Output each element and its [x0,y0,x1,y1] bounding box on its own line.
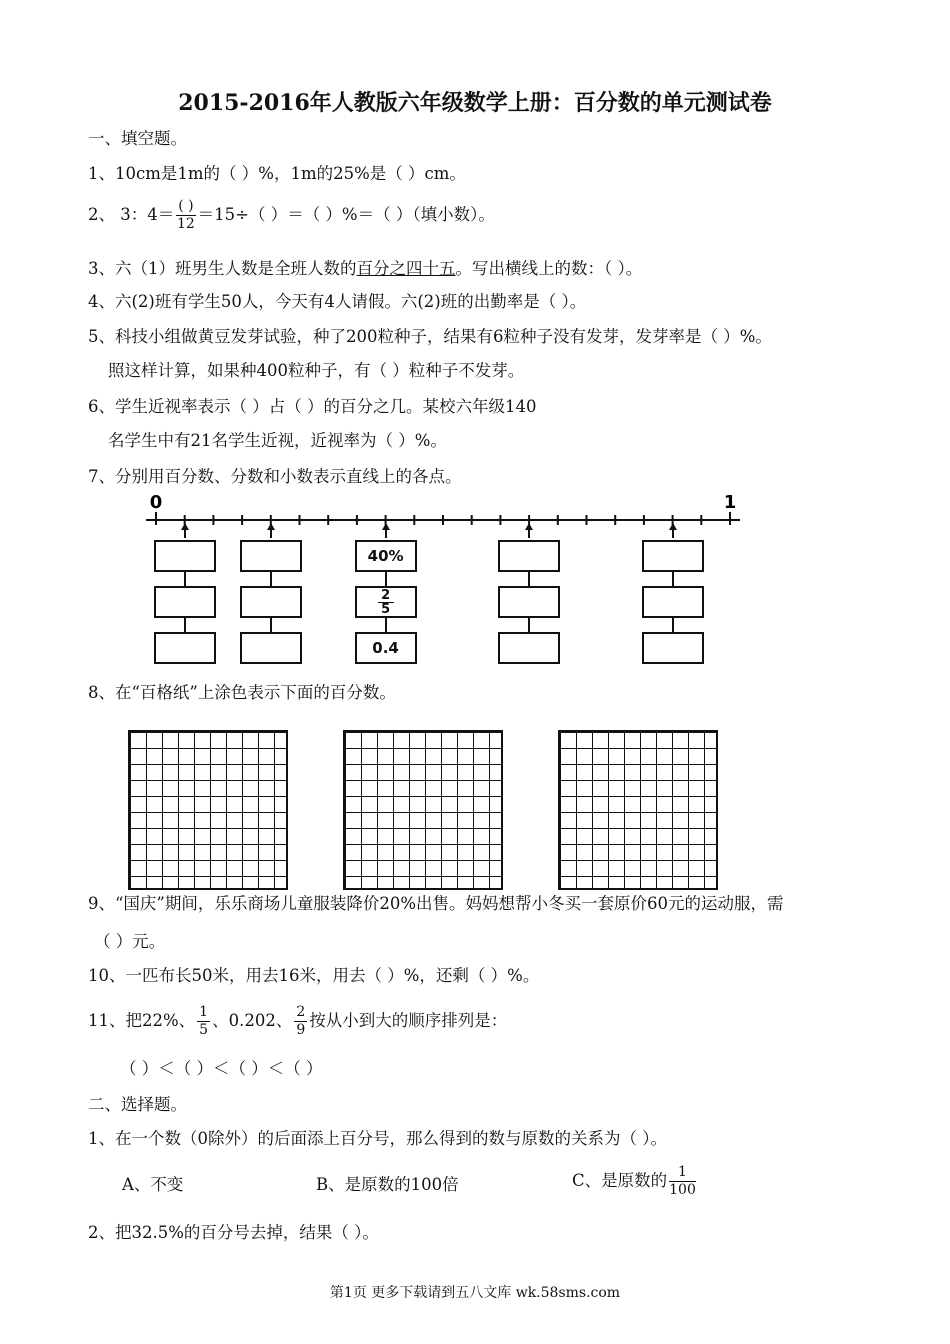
option-c-prefix: C、是原数的 [572,1171,668,1190]
choice-question-1: 1、在一个数（0除外）的后面添上百分号，那么得到的数与原数的关系为（ ）。 [88,1129,667,1148]
box-connector [385,572,387,586]
q3-before: 3、六（1）班男生人数是全班人数的 [88,259,357,278]
question-2 [88,198,495,233]
number-line-arrowhead [382,523,390,530]
box-connector [672,572,674,586]
option-c-fraction [669,1164,696,1199]
question-5-line2: 照这样计算，如果种400粒种子，有（ ）粒种子不发芽。 [108,361,525,380]
box-connector [528,618,530,632]
question-6-line2: 名学生中有21名学生近视，近视率为（ ）%。 [108,431,447,450]
answer-fraction [357,589,415,616]
q3-after: 。写出横线上的数：（ ）。 [455,259,643,278]
question-4: 4、六(2)班有学生50人，今天有4人请假。六(2)班的出勤率是（ ）。 [88,292,587,311]
hundred-grid[interactable] [558,730,718,890]
choice-1-option-b: B、是原数的100倍 [316,1175,459,1194]
q11-suffix: 按从小到大的顺序排列是： [309,1011,508,1030]
q2-prefix: 2、 3：4＝ [88,205,175,224]
box-connector [385,618,387,632]
number-line-start-label: 0 [149,492,163,513]
answer-box [355,632,417,664]
answer-box [154,540,216,572]
q11-f2-denominator: 9 [296,1022,306,1038]
answer-box [642,586,704,618]
answer-box [642,540,704,572]
q11-f1-numerator: 1 [199,1004,209,1020]
answer-box [154,632,216,664]
question-11-blanks: （ ）＜（ ）＜（ ）＜（ ） [120,1059,323,1078]
number-line-arrowhead [267,523,275,530]
choice-1-option-c [572,1164,698,1199]
question-1: 1、10cm是1m的（ ）%，1m的25%是（ ）cm。 [88,164,466,183]
answer-decimal: 0.4 [372,639,399,657]
question-7: 7、分别用百分数、分数和小数表示直线上的各点。 [88,467,462,486]
q11-fraction-2 [294,1004,307,1039]
hundred-grid[interactable] [343,730,503,890]
q11-fraction-1 [197,1004,210,1039]
box-connector [528,572,530,586]
answer-fraction-numerator: 2 [378,589,394,603]
option-c-denominator: 100 [669,1182,696,1198]
answer-box [355,540,417,572]
question-10: 10、一匹布长50米，用去16米，用去（ ）%，还剩（ ）%。 [88,966,540,985]
q2-fraction [176,198,195,233]
q11-f1-denominator: 5 [199,1022,209,1038]
option-c-numerator: 1 [669,1164,696,1182]
number-line-ticks [156,512,730,525]
number-line-arrowhead [525,523,533,530]
answer-box [240,632,302,664]
question-9-line1: 9、“国庆”期间，乐乐商场儿童服装降价20%出售。妈妈想帮小冬买一套原价60元的运动服，需 [88,894,784,913]
q2-frac-numerator: ( ) [178,198,194,214]
choice-1-option-a: A、不变 [122,1175,184,1194]
q3-underlined: 百分之四十五 [356,259,456,278]
question-11 [88,1004,507,1039]
answer-fraction-denominator: 5 [381,602,391,617]
answer-box [240,586,302,618]
section-heading-fill: 一、填空题。 [88,129,187,148]
box-connector [270,618,272,632]
box-connector [184,618,186,632]
question-8: 8、在“百格纸”上涂色表示下面的百分数。 [88,683,396,702]
hundred-grid[interactable] [128,730,288,890]
q11-f2-numerator: 2 [296,1004,306,1020]
section-heading-choice: 二、选择题。 [88,1095,187,1114]
box-connector [184,572,186,586]
q2-frac-denominator: 12 [177,216,195,232]
answer-box [355,586,417,618]
answer-box [154,586,216,618]
q11-prefix: 11、把22%、 [88,1011,196,1030]
number-line-arrowhead [181,523,189,530]
q2-suffix: ＝15÷（ ）＝（ ）%＝（ ）（填小数）。 [197,205,495,224]
box-connector [270,572,272,586]
question-3 [88,258,642,280]
answer-box [498,632,560,664]
answer-box [642,632,704,664]
question-9-line2: （ ）元。 [94,932,166,951]
question-6-line1: 6、学生近视率表示（ ）占（ ）的百分之几。某校六年级140 [88,397,537,416]
box-connector [672,618,674,632]
number-line-arrowhead [669,523,677,530]
choice-question-2: 2、把32.5%的百分号去掉，结果（ ）。 [88,1223,379,1242]
question-5-line1: 5、科技小组做黄豆发芽试验，种了200粒种子，结果有6粒种子没有发芽，发芽率是（ ）%。 [88,327,772,346]
answer-box [240,540,302,572]
page-footer: 第1页 更多下载请到五八文库 wk.58sms.com [329,1285,621,1301]
answer-percent: 40% [367,547,404,565]
q11-mid: 、0.202、 [212,1011,293,1030]
answer-box [498,586,560,618]
answer-box [498,540,560,572]
page-title: 2015-2016年人教版六年级数学上册：百分数的单元测试卷 [178,90,772,116]
number-line-end-label: 1 [723,492,737,513]
